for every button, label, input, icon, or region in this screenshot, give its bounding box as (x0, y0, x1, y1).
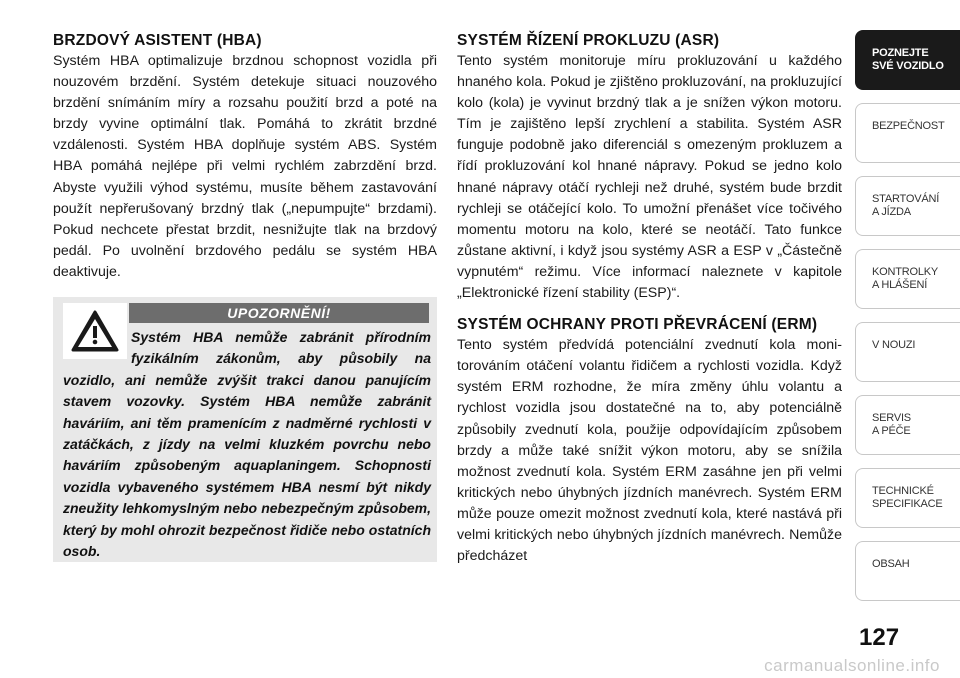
left-column (53, 30, 437, 283)
watermark: carmanualsonline.info (764, 656, 940, 675)
warning-text: Systém HBA nemůže zabránit přírodním fyzikálním zákonům, aby působily na vozidlo, ani nemůže zvýšit trakci danou panujícím stavem vozovky. Systém HBA nemůže zabránit haváriím, ani těm pramenícím z nadměrné rychlosti v zatáčkách, z jízdy na velmi kluzkém povrchu nebo haváriím způsobeným aquaplaningem. Schopnosti vozidla vybaveného systémem HBA nesmí být nikdy zneužity lehkomyslným nebo nebezpečným způsobem, který by mohl ohrozit bezpečnost řidiče nebo ostatních osob. (63, 329, 431, 560)
asr-body: Tento systém monitoruje míru prokluzování u každého hnaného kola. Pokud je zjištěno prokluzování, na prokluzující kolo (kola) je vyvinut brzdný tlak a je snížen výkon motoru. Tím je zajištěno lepší zrychlení a stabilita. Systém ASR funguje podobně jako diferenciál s omezeným prokluzem a řídí prokluzování kol hnané nápravy. Pokud se jedno kolo hnané nápravy otáčí rychleji než druhé, systém bude brzdit rychleji se otáčející kolo. To umožní přenášet více točivého momentu motoru na kolo, které se neotáčí. Tato funkce zůstane aktivní, i když jsou systémy ASR a ESP v „Částečně vypnutém“ režimu. Více informací naleznete v kapitole „Elektronické řízení stability (ESP)“. (457, 53, 842, 302)
tab-kontrolky[interactable]: KONTROLKY A HLÁŠENÍ (855, 249, 960, 309)
warning-title: UPOZORNĚNÍ! (129, 303, 429, 323)
right-column (457, 30, 842, 567)
erm-body: Tento systém předvídá potenciální zvednutí kola monitorováním otáčení volantu řidičem a rychlosti vozidla. Když systém ERM rozhodne, že míra změny úhlu volantu a rychlost vozidla jsou dostatečné na to, aby potenciálně způsobily zvednutí kola, použije odpovídajícím způsobem brzdy a může také snížit výkon motoru, aby se snížila možnost zvednutí kola. Systém ERM zasáhne jen při velmi kritických nebo úhybných jízdních manévrech. Systém ERM může pouze omezit možnost zvednutí kola, které nastává při velmi kritických nebo úhybných jízdních manévrech. Nemůže předcházet (457, 337, 842, 565)
warning-body (63, 327, 431, 562)
icon-spacer (63, 327, 131, 367)
hba-body: Systém HBA optimalizuje brzdnou schopnost vozidla při nouzovém brzdění. Systém detekuje situaci nouzového brzdění snímáním míry a rozsahu použití brzd a poté na brzdy vyvine optimální tlak. Pomáhá to zkrátit brzdné vzdálenosti. Systém HBA doplňuje systém ABS. Systém HBA pomáhá nejlépe při velmi rychlém zabrzdění brzd. Abyste využili výhod systému, musíte během zastavování použít nepřerušovaný brzdný tlak („nepumpujte“ brzdami). Pokud nechcete přestat brzdit, nesnižujte tlak na brzdový pedál. Po uvolnění brzdového pedálu se systém HBA deaktivuje. (53, 53, 437, 280)
erm-heading: SYSTÉM OCHRANY PROTI PŘEVRÁCENÍ (ERM) (457, 316, 818, 334)
asr-heading: SYSTÉM ŘÍZENÍ PROKLUZU (ASR) (457, 32, 720, 49)
tab-v-nouzi[interactable]: V NOUZI (855, 322, 960, 382)
warning-box (53, 297, 437, 562)
chapter-tabs (855, 0, 960, 678)
tab-servis[interactable]: SERVIS A PÉČE (855, 395, 960, 455)
tab-poznejte[interactable]: POZNEJTE SVÉ VOZIDLO (855, 30, 960, 90)
tab-startovani[interactable]: STARTOVÁNÍ A JÍZDA (855, 176, 960, 236)
tab-technicke[interactable]: TECHNICKÉ SPECIFIKACE (855, 468, 960, 528)
hba-heading: BRZDOVÝ ASISTENT (HBA) (53, 32, 262, 49)
page-number: 127 (859, 624, 900, 651)
tab-obsah[interactable]: OBSAH (855, 541, 960, 601)
tab-bezpecnost[interactable]: BEZPEČNOST (855, 103, 960, 163)
